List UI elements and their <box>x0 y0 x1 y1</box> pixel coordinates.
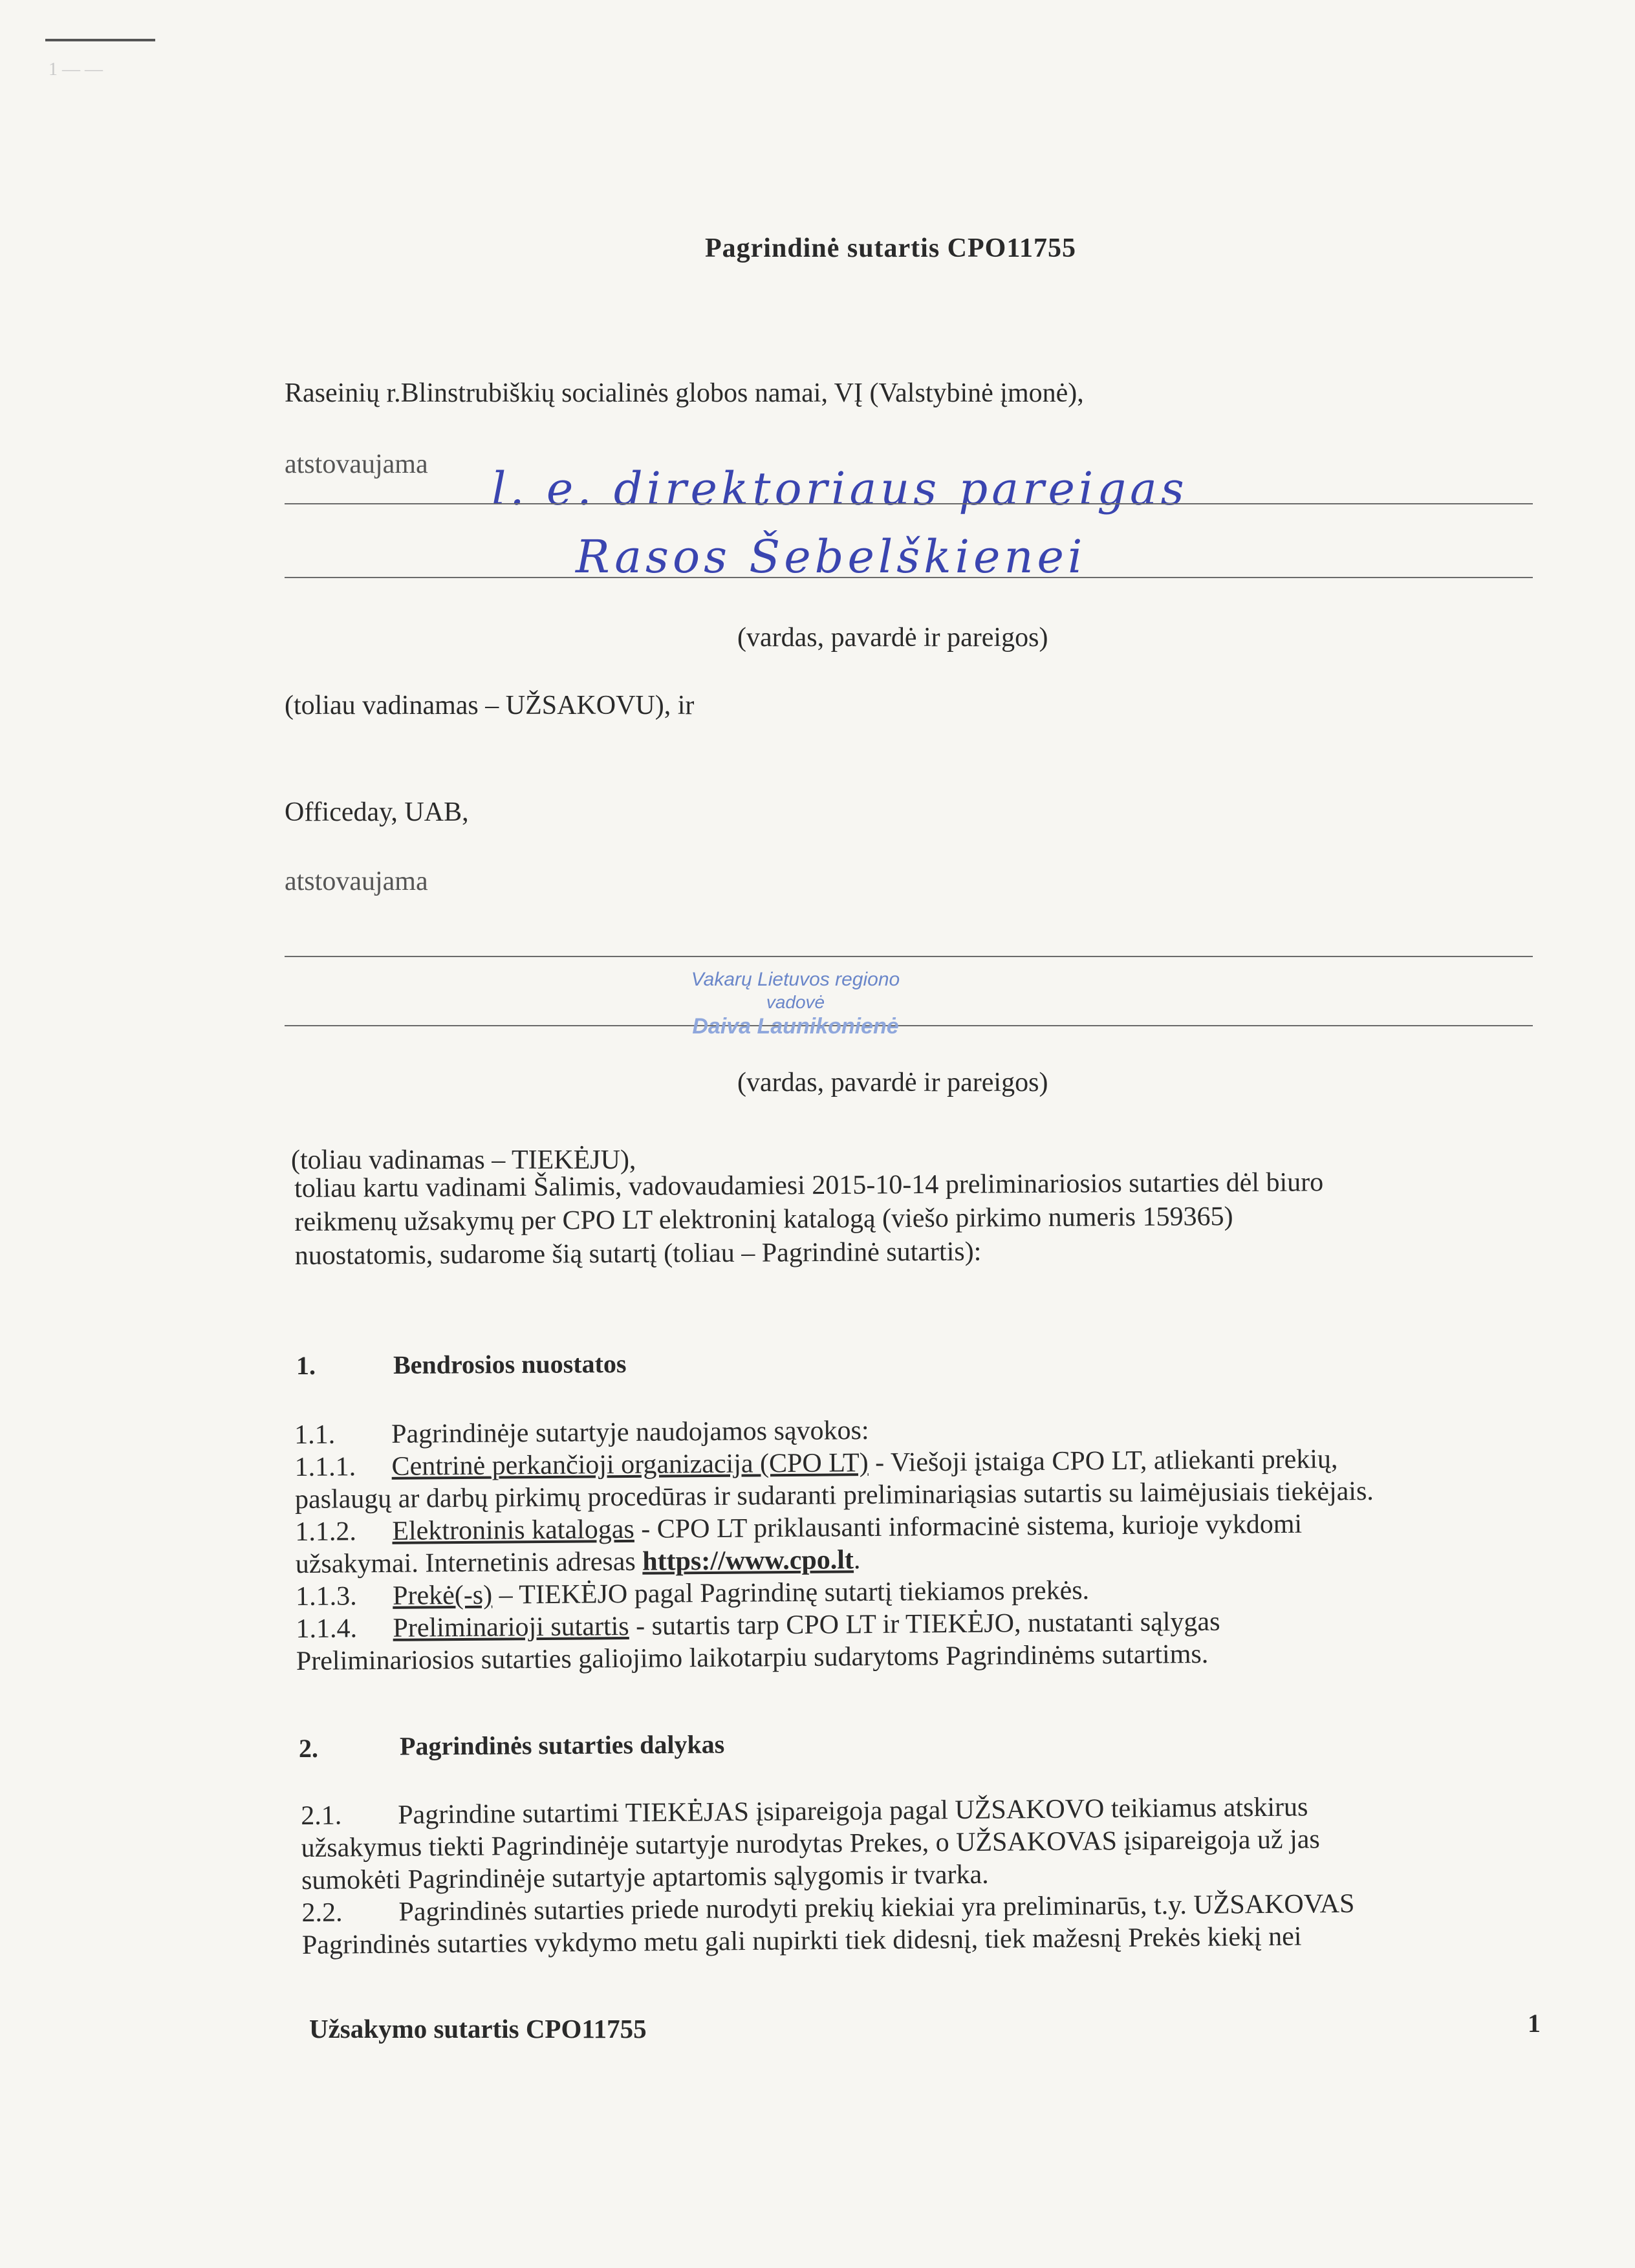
caption-name-position: (vardas, pavardė ir pareigos) <box>737 1068 1048 1097</box>
clause-number: 1.1.3. <box>295 1581 357 1612</box>
caption-name-position: (vardas, pavardė ir pareigos) <box>737 623 1048 653</box>
corner-mark <box>45 39 155 41</box>
clause-number: 1.1.4. <box>296 1614 358 1644</box>
clause-text: - Viešoji įstaiga CPO LT, atliekanti prekių, <box>868 1444 1338 1478</box>
term-preliminary-contract: Preliminarioji sutartis <box>393 1611 629 1643</box>
section2-body <box>301 1789 1544 1961</box>
section1-number: 1. <box>296 1351 316 1380</box>
stamp-line2: vadovė <box>766 992 825 1012</box>
clause-text: . <box>853 1545 861 1575</box>
intro-line: reikmenų užsakymų per CPO LT elektroninį katalogą (viešo pirkimo numeris 159365) <box>294 1202 1233 1237</box>
intro-line: toliau kartu vadinami Šalimis, vadovaudamiesi 2015-10-14 preliminariosios sutarties dėl biuro <box>294 1167 1324 1204</box>
clause-continuation: paslaugų ar darbų pirkimų procedūras ir sudaranti preliminariąsias sutartis su laimėjusiais tiekėjais. <box>294 1476 1374 1515</box>
clause-number: 1.1.1. <box>294 1452 356 1482</box>
corner-mark-text: 1 — — <box>49 59 103 80</box>
party2-name: Officeday, UAB, <box>285 797 469 827</box>
party1-name: Raseinių r.Blinstrubiškių socialinės globos namai, VĮ (Valstybinė įmonė), <box>285 378 1084 408</box>
clause-number: 1.1.2. <box>295 1517 357 1547</box>
section1-body <box>294 1409 1538 1678</box>
clause-text: - sutartis tarp CPO LT ir TIEKĖJO, nustatanti sąlygas <box>629 1606 1220 1641</box>
clause-continuation: sumokėti Pagrindinėje sutartyje aptartomis sąlygomis ir tvarka. <box>301 1859 989 1895</box>
clause-continuation: Preliminariosios sutarties galiojimo laikotarpiu sudarytoms Pagrindinėms sutartims. <box>296 1639 1209 1676</box>
handwritten-line1: l. e. direktoriaus pareigas <box>492 462 1188 515</box>
clause-number: 1.1. <box>294 1420 336 1450</box>
document-title: Pagrindinė sutartis CPO11755 <box>705 233 1077 263</box>
clause-continuation: Pagrindinės sutarties vykdymo metu gali nupirkti tiek didesnį, tiek mažesnį Prekės kiekį nei <box>301 1921 1302 1960</box>
intro-line: nuostatomis, sudarome šią sutartį (toliau – Pagrindinė sutartis): <box>294 1237 982 1271</box>
clause-number: 2.2. <box>301 1897 343 1928</box>
clause-number: 2.1. <box>301 1800 342 1831</box>
clause-text: – TIEKĖJO pagal Pagrindinę sutartį tiekiamos prekės. <box>492 1575 1090 1610</box>
handwritten-line2: Rasos Šebelškienei <box>576 530 1087 583</box>
page-number: 1 <box>1528 2009 1541 2038</box>
signature-line <box>285 577 1533 578</box>
stamp-line3: Daiva Launikonienė <box>692 1014 899 1039</box>
signature-line <box>285 503 1533 504</box>
term-electronic-catalog: Elektroninis katalogas <box>392 1514 634 1546</box>
clause-text: Pagrindinėje sutartyje naudojamos sąvokos: <box>391 1416 869 1449</box>
represented-by-label: atstovaujama <box>285 867 428 896</box>
clause-text: Pagrindine sutartimi TIEKĖJAS įsipareigoja pagal UŽSAKOVO teikiamus atskirus <box>398 1792 1308 1830</box>
clause-text: Pagrindinės sutarties priede nurodyti prekių kiekiai yra preliminarūs, t.y. UŽSAKOVAS <box>398 1888 1355 1927</box>
signature-line <box>285 956 1533 957</box>
section2-title: Pagrindinės sutarties dalykas <box>399 1729 725 1761</box>
term-goods: Prekė(-s) <box>392 1580 493 1611</box>
party1-alias: (toliau vadinamas – UŽSAKOVU), ir <box>285 691 695 720</box>
party2-alias: (toliau vadinamas – TIEKĖJU), <box>291 1145 636 1175</box>
section1-title: Bendrosios nuostatos <box>393 1349 627 1379</box>
represented-by-label: atstovaujama <box>285 449 428 479</box>
stamp-line1: Vakarų Lietuvos regiono <box>691 969 900 990</box>
term-cpo-lt: Centrinė perkančioji organizacija (CPO LT) <box>391 1448 869 1482</box>
section2-number: 2. <box>299 1734 318 1763</box>
website-link[interactable]: https://www.cpo.lt <box>642 1545 854 1577</box>
clause-text: užsakymai. Internetinis adresas <box>295 1546 643 1579</box>
clause-text: - CPO LT priklausanti informacinė sistema, kurioje vykdomi <box>634 1509 1303 1544</box>
clause-continuation: užsakymus tiekti Pagrindinėje sutartyje nurodytas Prekes, o UŽSAKOVAS įsipareigoja už jas <box>301 1824 1320 1863</box>
intro-paragraph <box>294 1164 1537 1273</box>
footer-title: Užsakymo sutartis CPO11755 <box>309 2014 647 2044</box>
